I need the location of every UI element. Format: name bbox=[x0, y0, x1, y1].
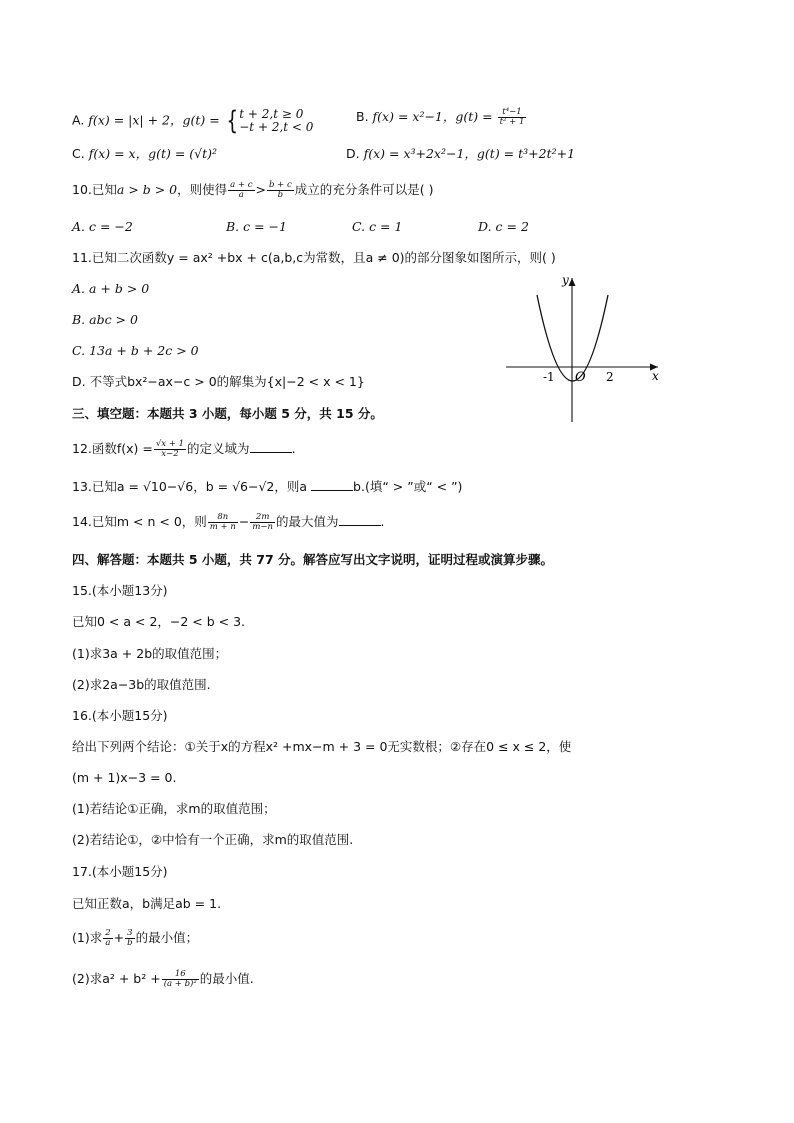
root-neg-label: -1 bbox=[543, 370, 555, 384]
q11-option-c: C. 13a + b + 2c > 0 bbox=[72, 343, 199, 358]
q9-a-brace: { bbox=[226, 106, 238, 136]
q9-c-label: C. bbox=[72, 146, 85, 161]
q17-p2-prefix: (2)求a² + b² + bbox=[72, 971, 161, 986]
q10-frac2 bbox=[267, 181, 294, 200]
q13-text: 13.已知a = √10−√6，b = √6−√2，则a bbox=[72, 479, 308, 494]
q17-p2-suffix: 的最小值. bbox=[199, 971, 254, 986]
q10-frac1 bbox=[228, 181, 254, 200]
q13-stem bbox=[72, 478, 462, 496]
q12-end: . bbox=[291, 441, 296, 456]
q17-p1-plus: + bbox=[113, 930, 125, 945]
q10-cond: a > b > 0 bbox=[116, 182, 178, 197]
q14-end: . bbox=[380, 514, 385, 529]
q10-option-b: B. c = −1 bbox=[226, 219, 287, 234]
q9-c-text: f(x) = x，g(t) = (√t)² bbox=[88, 146, 218, 161]
q14-minus: − bbox=[238, 514, 250, 529]
q16-part2: (2)若结论①，②中恰有一个正确，求m的取值范围. bbox=[72, 832, 354, 847]
root-pos-label: 2 bbox=[606, 370, 614, 384]
q17-p1-f2-den: b bbox=[127, 938, 133, 948]
q17-p1-frac2 bbox=[125, 929, 134, 948]
q16-head: 16.(本小题15分) bbox=[72, 708, 168, 723]
q10-f1-den: a bbox=[238, 190, 244, 200]
q10-f1-num: a + c bbox=[230, 180, 253, 190]
q9-row-b bbox=[356, 108, 527, 127]
y-axis-arrow bbox=[569, 278, 576, 286]
q17-given: 已知正数a，b满足ab = 1. bbox=[72, 896, 222, 911]
q9-a-case1: t + 2,t ≥ 0 bbox=[239, 107, 304, 121]
origin-label: O bbox=[575, 370, 586, 385]
q10-mid: ，则使得 bbox=[177, 182, 228, 197]
q17-p2-fraction bbox=[162, 970, 199, 989]
q12-answer-blank[interactable] bbox=[250, 440, 292, 453]
q9-d-label: D. bbox=[346, 146, 360, 161]
q12-num: √x + 1 bbox=[155, 439, 185, 449]
q15-part1: (1)求3a + 2b的取值范围； bbox=[72, 646, 228, 661]
q13-answer-blank[interactable] bbox=[311, 478, 353, 491]
q9-b-num: t⁴−1 bbox=[498, 108, 527, 118]
q9-d-text: f(x) = x³+2x²−1，g(t) = t³+2t²+1 bbox=[363, 146, 576, 161]
q10-prefix: 10.已知 bbox=[72, 182, 117, 197]
q12-fraction bbox=[154, 440, 186, 459]
q14-suffix: 的最大值为 bbox=[276, 514, 339, 529]
q9-row-c bbox=[72, 145, 217, 163]
q10-option-a: A. c = −2 bbox=[72, 219, 133, 234]
q9-b-fraction bbox=[498, 108, 527, 127]
q11-option-a: A. a + b > 0 bbox=[72, 281, 150, 296]
q9-a-piecewise bbox=[239, 108, 313, 134]
x-axis-label: x bbox=[652, 369, 659, 383]
q9-b-label: B. bbox=[356, 109, 369, 124]
q14-f1-den: m + n bbox=[209, 522, 236, 532]
q16-part1: (1)若结论①正确，求m的取值范围； bbox=[72, 801, 276, 816]
q17-p1-f1-den: a bbox=[105, 938, 111, 948]
q17-p2-num: 16 bbox=[162, 970, 199, 980]
q15-given: 已知0 < a < 2，−2 < b < 3. bbox=[72, 614, 246, 629]
q9-row-ab bbox=[72, 108, 313, 134]
q13-suffix: b.(填“ > ”或“ < ”) bbox=[353, 479, 463, 494]
q17-p1-frac1 bbox=[103, 929, 112, 948]
section-4-title: 四、解答题：本题共 5 小题，共 77 分。解答应写出文字说明，证明过程或演算步骤。 bbox=[72, 552, 554, 567]
q12-prefix: 12.函数f(x) = bbox=[72, 441, 153, 456]
q17-p1-f2-num: 3 bbox=[125, 929, 134, 939]
q14-f2-den: m−n bbox=[252, 522, 273, 532]
q17-part1 bbox=[72, 929, 198, 948]
q9-row-d bbox=[346, 145, 575, 163]
q12-den: x−2 bbox=[161, 449, 179, 459]
q10-f2-num: b + c bbox=[269, 180, 292, 190]
q14-stem bbox=[72, 513, 385, 532]
q17-p2-den: (a + b)² bbox=[163, 979, 197, 989]
q11-option-d: D. 不等式bx²−ax−c > 0的解集为{x|−2 < x < 1} bbox=[72, 374, 365, 389]
q17-p1-suffix: 的最小值； bbox=[135, 930, 199, 945]
q9-a-label: A. bbox=[72, 112, 85, 128]
q16-line2: (m + 1)x−3 = 0. bbox=[72, 770, 177, 785]
q10-option-c: C. c = 1 bbox=[352, 219, 403, 234]
q14-frac1 bbox=[208, 513, 238, 532]
q15-part2: (2)求2a−3b的取值范围. bbox=[72, 677, 211, 692]
q15-head: 15.(本小题13分) bbox=[72, 583, 168, 598]
q9-b-den: t² + 1 bbox=[499, 117, 525, 127]
y-axis-label: y bbox=[562, 273, 569, 287]
q17-part2 bbox=[72, 970, 254, 989]
q9-a-f: f(x) = |x| + 2，g(t) = bbox=[88, 112, 220, 128]
q10-gt: > bbox=[255, 182, 266, 197]
q14-f2-num: 2m bbox=[250, 513, 275, 523]
q12-stem bbox=[72, 440, 296, 459]
q14-frac2 bbox=[250, 513, 275, 532]
q12-suffix: 的定义域为 bbox=[187, 441, 250, 456]
q17-p1-f1-num: 2 bbox=[105, 928, 111, 938]
q11-stem: 11.已知二次函数y = ax² +bx + c(a,b,c为常数，且a ≠ 0)的部分图象如图所示，则( ) bbox=[72, 250, 556, 265]
q9-b-f: f(x) = x²−1，g(t) = bbox=[372, 109, 493, 124]
q14-prefix: 14.已知m < n < 0，则 bbox=[72, 514, 207, 529]
q14-f1-num: 8n bbox=[208, 513, 238, 523]
section-3-title: 三、填空题：本题共 3 小题，每小题 5 分，共 15 分。 bbox=[72, 406, 383, 421]
q10-f2-den: b bbox=[277, 190, 284, 200]
q11-parabola-graph bbox=[500, 270, 670, 425]
q10-stem bbox=[72, 181, 433, 200]
q17-p1-prefix: (1)求 bbox=[72, 930, 103, 945]
q14-answer-blank[interactable] bbox=[339, 513, 381, 526]
q17-head: 17.(本小题15分) bbox=[72, 864, 168, 879]
q11-option-b: B. abc > 0 bbox=[72, 312, 138, 327]
q16-line1: 给出下列两个结论：①关于x的方程x² +mx−m + 3 = 0无实数根；②存在0 ≤ x ≤ 2，使 bbox=[72, 739, 572, 754]
q10-suffix: 成立的充分条件可以是( ) bbox=[294, 182, 434, 197]
q10-option-d: D. c = 2 bbox=[478, 219, 529, 234]
q9-a-case2: −t + 2,t < 0 bbox=[239, 120, 314, 134]
